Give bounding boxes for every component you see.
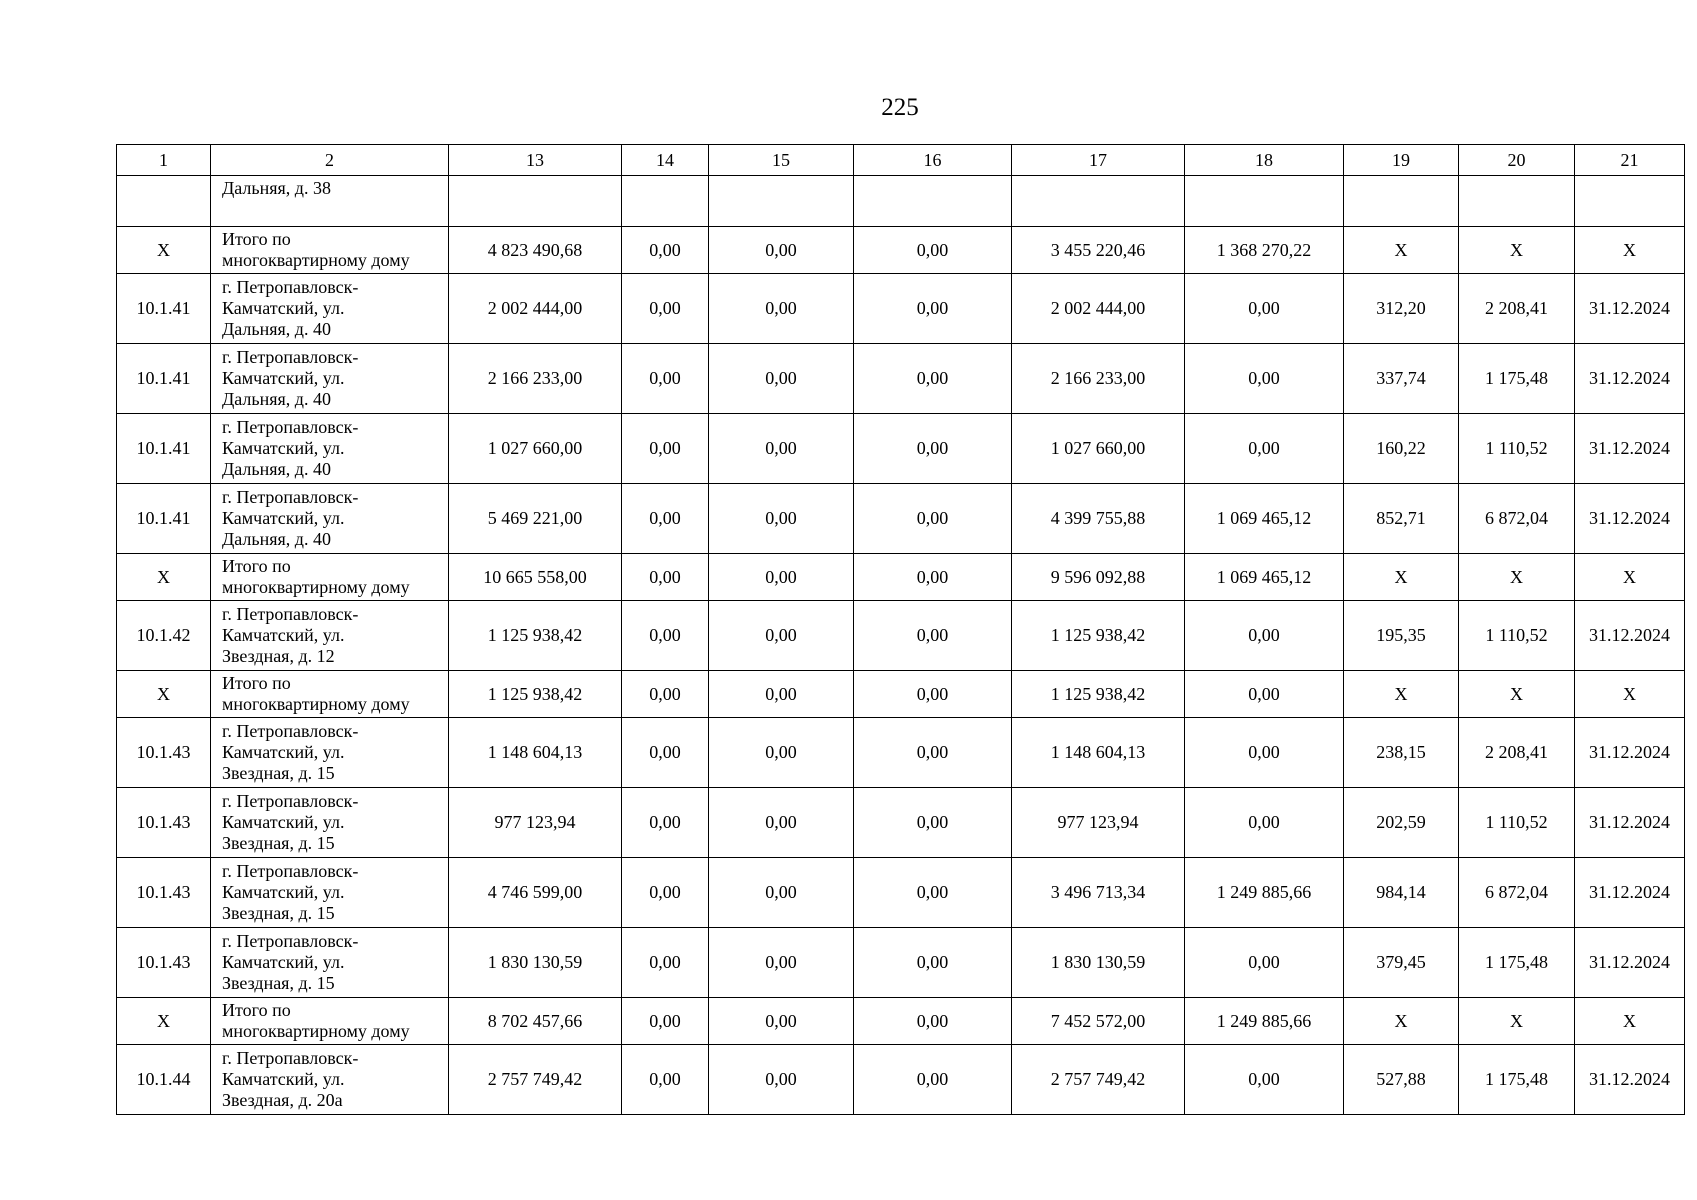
address-line: Звездная, д. 15	[222, 973, 335, 993]
address-cell	[211, 176, 449, 227]
item-number-cell: X	[117, 554, 211, 601]
table-row	[117, 414, 1685, 484]
address-line: Звездная, д. 20а	[222, 1090, 343, 1110]
value-cell: 1 125 938,42	[1012, 671, 1185, 718]
table-row	[117, 858, 1685, 928]
address-cell	[211, 788, 449, 858]
value-cell: 0,00	[1185, 928, 1344, 998]
value-cell: 0,00	[854, 998, 1012, 1045]
value-cell	[1459, 176, 1575, 227]
address-line: Итого по	[222, 1000, 291, 1020]
value-cell: 0,00	[854, 1045, 1012, 1115]
value-cell: X	[1459, 227, 1575, 274]
address-line: Камчатский, ул.	[222, 1069, 345, 1089]
value-cell: 0,00	[854, 484, 1012, 554]
value-cell: 0,00	[1185, 274, 1344, 344]
value-cell: 0,00	[622, 601, 709, 671]
table-row	[117, 928, 1685, 998]
value-cell	[854, 176, 1012, 227]
value-cell: 0,00	[709, 788, 854, 858]
value-cell: X	[1459, 998, 1575, 1045]
address-line: Дальняя, д. 40	[222, 389, 331, 409]
value-cell: 0,00	[854, 601, 1012, 671]
value-cell: 1 110,52	[1459, 788, 1575, 858]
value-cell: 0,00	[1185, 788, 1344, 858]
item-number-cell: X	[117, 671, 211, 718]
address-line: г. Петропавловск-	[222, 417, 359, 437]
address-line: г. Петропавловск-	[222, 347, 359, 367]
address-cell	[211, 718, 449, 788]
item-number-cell: 10.1.41	[117, 344, 211, 414]
value-cell: 31.12.2024	[1575, 858, 1685, 928]
value-cell: 1 125 938,42	[449, 671, 622, 718]
value-cell: 1 148 604,13	[1012, 718, 1185, 788]
value-cell: 337,74	[1344, 344, 1459, 414]
value-cell: 0,00	[622, 344, 709, 414]
address-line: г. Петропавловск-	[222, 487, 359, 507]
value-cell: X	[1575, 671, 1685, 718]
value-cell: X	[1575, 227, 1685, 274]
value-cell: 31.12.2024	[1575, 484, 1685, 554]
value-cell: 0,00	[854, 344, 1012, 414]
value-cell: 0,00	[709, 928, 854, 998]
address-line: Итого по	[222, 229, 291, 249]
value-cell: 0,00	[709, 718, 854, 788]
value-cell: 0,00	[854, 788, 1012, 858]
table-row	[117, 601, 1685, 671]
value-cell: 0,00	[709, 414, 854, 484]
value-cell: 0,00	[622, 554, 709, 601]
value-cell: 0,00	[622, 858, 709, 928]
item-number-cell: 10.1.43	[117, 928, 211, 998]
item-number-cell: 10.1.41	[117, 484, 211, 554]
address-line: Звездная, д. 15	[222, 763, 335, 783]
value-cell: 1 830 130,59	[449, 928, 622, 998]
address-line: г. Петропавловск-	[222, 277, 359, 297]
value-cell: 2 757 749,42	[449, 1045, 622, 1115]
value-cell: 0,00	[709, 858, 854, 928]
value-cell: 1 027 660,00	[449, 414, 622, 484]
table-row	[117, 1045, 1685, 1115]
value-cell: 0,00	[622, 788, 709, 858]
address-line: Камчатский, ул.	[222, 952, 345, 972]
address-cell	[211, 414, 449, 484]
value-cell: 1 249 885,66	[1185, 998, 1344, 1045]
column-header: 13	[449, 145, 622, 176]
value-cell: 1 148 604,13	[449, 718, 622, 788]
value-cell: X	[1344, 671, 1459, 718]
value-cell: 0,00	[854, 274, 1012, 344]
value-cell: 6 872,04	[1459, 858, 1575, 928]
column-header: 19	[1344, 145, 1459, 176]
address-line: Камчатский, ул.	[222, 368, 345, 388]
value-cell: 1 175,48	[1459, 1045, 1575, 1115]
address-line: многоквартирному дому	[222, 694, 410, 714]
value-cell: X	[1575, 554, 1685, 601]
address-line: г. Петропавловск-	[222, 604, 359, 624]
value-cell: 2 166 233,00	[449, 344, 622, 414]
value-cell: 4 823 490,68	[449, 227, 622, 274]
value-cell	[622, 176, 709, 227]
value-cell: X	[1344, 998, 1459, 1045]
value-cell: 31.12.2024	[1575, 788, 1685, 858]
address-line: Звездная, д. 15	[222, 903, 335, 923]
value-cell: 1 125 938,42	[1012, 601, 1185, 671]
value-cell: 10 665 558,00	[449, 554, 622, 601]
value-cell: 0,00	[709, 227, 854, 274]
address-cell	[211, 928, 449, 998]
value-cell: 312,20	[1344, 274, 1459, 344]
address-line: Камчатский, ул.	[222, 882, 345, 902]
value-cell: 160,22	[1344, 414, 1459, 484]
item-number-cell: 10.1.41	[117, 274, 211, 344]
value-cell: 0,00	[709, 1045, 854, 1115]
column-header: 16	[854, 145, 1012, 176]
value-cell: 0,00	[622, 274, 709, 344]
address-cell	[211, 554, 449, 601]
value-cell: 0,00	[854, 858, 1012, 928]
value-cell: 0,00	[709, 344, 854, 414]
value-cell: 8 702 457,66	[449, 998, 622, 1045]
value-cell: 0,00	[622, 227, 709, 274]
value-cell: 3 455 220,46	[1012, 227, 1185, 274]
value-cell	[449, 176, 622, 227]
value-cell: 238,15	[1344, 718, 1459, 788]
value-cell: 1 249 885,66	[1185, 858, 1344, 928]
address-cell	[211, 484, 449, 554]
value-cell: 195,35	[1344, 601, 1459, 671]
value-cell: 0,00	[709, 601, 854, 671]
value-cell: 977 123,94	[1012, 788, 1185, 858]
address-line: Камчатский, ул.	[222, 742, 345, 762]
address-cell	[211, 274, 449, 344]
address-line: г. Петропавловск-	[222, 721, 359, 741]
value-cell: 0,00	[709, 671, 854, 718]
column-header: 1	[117, 145, 211, 176]
table-row	[117, 274, 1685, 344]
value-cell: 0,00	[1185, 671, 1344, 718]
value-cell: 2 002 444,00	[449, 274, 622, 344]
value-cell: 0,00	[622, 718, 709, 788]
value-cell	[1185, 176, 1344, 227]
value-cell: 977 123,94	[449, 788, 622, 858]
table-body	[117, 176, 1685, 1115]
address-cell	[211, 858, 449, 928]
data-table	[116, 144, 1685, 1115]
address-line: многоквартирному дому	[222, 1021, 410, 1041]
item-number-cell: 10.1.43	[117, 788, 211, 858]
value-cell: 0,00	[1185, 344, 1344, 414]
value-cell: 0,00	[622, 998, 709, 1045]
value-cell: 9 596 092,88	[1012, 554, 1185, 601]
address-line: Камчатский, ул.	[222, 508, 345, 528]
value-cell: 31.12.2024	[1575, 718, 1685, 788]
item-number-cell: X	[117, 227, 211, 274]
address-line: Звездная, д. 15	[222, 833, 335, 853]
address-line: г. Петропавловск-	[222, 861, 359, 881]
value-cell: 0,00	[854, 414, 1012, 484]
item-number-cell: 10.1.41	[117, 414, 211, 484]
value-cell: 1 830 130,59	[1012, 928, 1185, 998]
value-cell	[1575, 176, 1685, 227]
column-header: 2	[211, 145, 449, 176]
value-cell: 1 175,48	[1459, 344, 1575, 414]
table-row	[117, 718, 1685, 788]
value-cell: 7 452 572,00	[1012, 998, 1185, 1045]
value-cell	[709, 176, 854, 227]
address-line: многоквартирному дому	[222, 250, 410, 270]
value-cell: 1 368 270,22	[1185, 227, 1344, 274]
value-cell: 0,00	[622, 671, 709, 718]
value-cell: X	[1344, 554, 1459, 601]
value-cell: 31.12.2024	[1575, 1045, 1685, 1115]
address-cell	[211, 344, 449, 414]
value-cell: 6 872,04	[1459, 484, 1575, 554]
address-line: Камчатский, ул.	[222, 812, 345, 832]
value-cell: 527,88	[1344, 1045, 1459, 1115]
value-cell: 0,00	[622, 928, 709, 998]
value-cell: X	[1344, 227, 1459, 274]
item-number-cell: 10.1.44	[117, 1045, 211, 1115]
value-cell: 2 002 444,00	[1012, 274, 1185, 344]
address-line: г. Петропавловск-	[222, 791, 359, 811]
value-cell: 31.12.2024	[1575, 274, 1685, 344]
value-cell: 0,00	[854, 554, 1012, 601]
value-cell: 379,45	[1344, 928, 1459, 998]
column-header: 18	[1185, 145, 1344, 176]
value-cell: X	[1575, 998, 1685, 1045]
value-cell: 0,00	[1185, 414, 1344, 484]
value-cell: 1 027 660,00	[1012, 414, 1185, 484]
value-cell: 1 110,52	[1459, 601, 1575, 671]
address-line: Итого по	[222, 556, 291, 576]
address-line: Звездная, д. 12	[222, 646, 335, 666]
column-header: 17	[1012, 145, 1185, 176]
item-number-cell: 10.1.42	[117, 601, 211, 671]
item-number-cell	[117, 176, 211, 227]
value-cell: 0,00	[622, 1045, 709, 1115]
address-cell	[211, 601, 449, 671]
value-cell: 0,00	[854, 718, 1012, 788]
value-cell: 1 069 465,12	[1185, 554, 1344, 601]
value-cell: 2 166 233,00	[1012, 344, 1185, 414]
table-row	[117, 484, 1685, 554]
header-row	[117, 145, 1685, 176]
address-line: Дальняя, д. 38	[222, 178, 331, 198]
value-cell: 0,00	[1185, 718, 1344, 788]
column-header: 14	[622, 145, 709, 176]
address-line: Камчатский, ул.	[222, 438, 345, 458]
item-number-cell: 10.1.43	[117, 718, 211, 788]
value-cell: 0,00	[1185, 1045, 1344, 1115]
value-cell: 0,00	[709, 274, 854, 344]
value-cell: 31.12.2024	[1575, 344, 1685, 414]
value-cell: 3 496 713,34	[1012, 858, 1185, 928]
value-cell: 0,00	[709, 998, 854, 1045]
column-header: 21	[1575, 145, 1685, 176]
address-line: Итого по	[222, 673, 291, 693]
address-cell	[211, 227, 449, 274]
value-cell: 984,14	[1344, 858, 1459, 928]
page-number: 225	[881, 94, 919, 121]
total-row	[117, 998, 1685, 1045]
address-line: Дальняя, д. 40	[222, 319, 331, 339]
address-line: г. Петропавловск-	[222, 1048, 359, 1068]
value-cell: 31.12.2024	[1575, 928, 1685, 998]
value-cell: 202,59	[1344, 788, 1459, 858]
value-cell	[1344, 176, 1459, 227]
value-cell: 0,00	[622, 484, 709, 554]
value-cell: 0,00	[709, 484, 854, 554]
value-cell: 0,00	[1185, 601, 1344, 671]
address-cell	[211, 1045, 449, 1115]
total-row	[117, 227, 1685, 274]
address-cell	[211, 998, 449, 1045]
value-cell: 0,00	[854, 227, 1012, 274]
value-cell: 2 208,41	[1459, 274, 1575, 344]
address-line: Дальняя, д. 40	[222, 459, 331, 479]
column-header: 20	[1459, 145, 1575, 176]
value-cell	[1012, 176, 1185, 227]
address-line: многоквартирному дому	[222, 577, 410, 597]
value-cell: 31.12.2024	[1575, 601, 1685, 671]
value-cell: 852,71	[1344, 484, 1459, 554]
value-cell: 1 110,52	[1459, 414, 1575, 484]
value-cell: X	[1459, 671, 1575, 718]
address-line: г. Петропавловск-	[222, 931, 359, 951]
table-row	[117, 176, 1685, 227]
value-cell: 2 208,41	[1459, 718, 1575, 788]
total-row	[117, 671, 1685, 718]
value-cell: 4 746 599,00	[449, 858, 622, 928]
value-cell: 1 125 938,42	[449, 601, 622, 671]
value-cell: 1 069 465,12	[1185, 484, 1344, 554]
address-line: Камчатский, ул.	[222, 625, 345, 645]
address-cell	[211, 671, 449, 718]
value-cell: 2 757 749,42	[1012, 1045, 1185, 1115]
value-cell: 0,00	[854, 928, 1012, 998]
table-row	[117, 344, 1685, 414]
item-number-cell: X	[117, 998, 211, 1045]
value-cell: 0,00	[709, 554, 854, 601]
value-cell: X	[1459, 554, 1575, 601]
value-cell: 5 469 221,00	[449, 484, 622, 554]
table-row	[117, 788, 1685, 858]
value-cell: 1 175,48	[1459, 928, 1575, 998]
total-row	[117, 554, 1685, 601]
value-cell: 31.12.2024	[1575, 414, 1685, 484]
column-header: 15	[709, 145, 854, 176]
address-line: Дальняя, д. 40	[222, 529, 331, 549]
value-cell: 4 399 755,88	[1012, 484, 1185, 554]
address-line: Камчатский, ул.	[222, 298, 345, 318]
value-cell: 0,00	[854, 671, 1012, 718]
value-cell: 0,00	[622, 414, 709, 484]
item-number-cell: 10.1.43	[117, 858, 211, 928]
